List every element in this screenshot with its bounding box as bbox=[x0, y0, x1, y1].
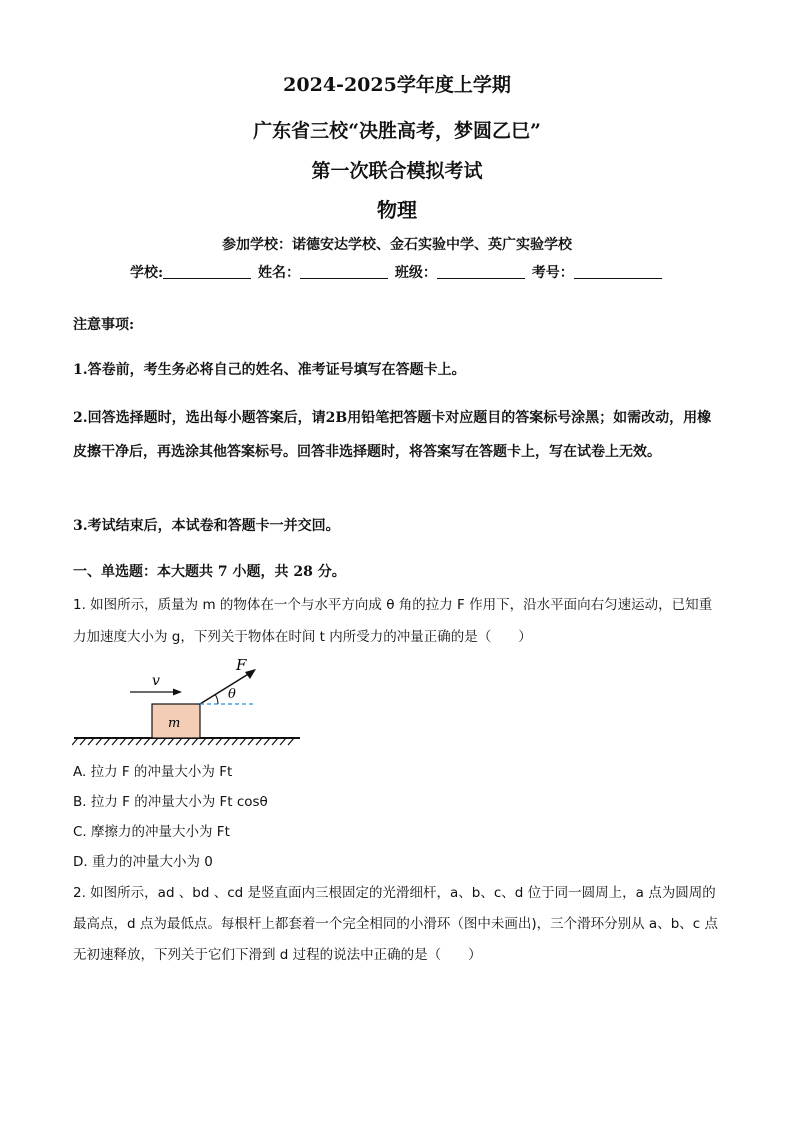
velocity-label: v bbox=[152, 673, 160, 689]
participating-schools: 参加学校：诺德安达学校、金石实验中学、英广实验学校 bbox=[222, 237, 572, 253]
hatch-mark bbox=[264, 738, 270, 745]
hatch-mark bbox=[256, 738, 262, 745]
hatch-mark bbox=[104, 738, 110, 745]
section-heading: 一、单选题：本大题共 7 小题，共 28 分。 bbox=[73, 564, 346, 580]
hatch-mark bbox=[224, 738, 230, 745]
question-1-option-d: D. 重力的冲量大小为 0 bbox=[73, 854, 213, 870]
exam-year-title: 2024-2025学年度上学期 bbox=[283, 74, 511, 96]
hatch-mark bbox=[112, 738, 118, 745]
hatch-mark bbox=[168, 738, 174, 745]
note-item-1: 1.答卷前，考生务必将自己的姓名、准考证号填写在答题卡上。 bbox=[73, 362, 466, 378]
student-info-fields bbox=[130, 262, 664, 282]
hatch-mark bbox=[152, 738, 158, 745]
mass-label: m bbox=[168, 716, 181, 731]
velocity-arrowhead bbox=[173, 689, 182, 696]
name-blank[interactable] bbox=[300, 264, 388, 279]
force-arrowhead bbox=[245, 669, 256, 679]
hatch-mark bbox=[136, 738, 142, 745]
hatch-mark bbox=[272, 738, 278, 745]
hatch-mark bbox=[88, 738, 94, 745]
school-blank[interactable] bbox=[163, 264, 251, 279]
hatch-mark bbox=[176, 738, 182, 745]
theta-label: θ bbox=[228, 687, 236, 702]
question-1-option-c: C. 摩擦力的冲量大小为 Ft bbox=[73, 824, 230, 840]
class-blank[interactable] bbox=[437, 264, 525, 279]
hatch-mark bbox=[280, 738, 286, 745]
hatch-mark bbox=[184, 738, 190, 745]
hatch-mark bbox=[80, 738, 86, 745]
exam-name-title: 第一次联合模拟考试 bbox=[311, 160, 483, 182]
exam-number-label: 考号： bbox=[531, 265, 574, 281]
hatch-mark bbox=[200, 738, 206, 745]
hatch-mark bbox=[120, 738, 126, 745]
hatch-mark bbox=[216, 738, 222, 745]
hatch-mark bbox=[248, 738, 254, 745]
hatch-mark bbox=[160, 738, 166, 745]
hatch-mark bbox=[192, 738, 198, 745]
question-2-stem: 2. 如图所示，ad 、bd 、cd 是竖直面内三根固定的光滑细杆，a、b、c、d 位于同一圆周上，a 点为圆周的最高点，d 点为最低点。每根杆上都套着一个完全相同的小滑环（图中未画出)，三个滑环分别从 a、b、c 点无初速释放，下列关于它们下滑到 d 过程的说法中正确的是（ ） bbox=[73, 885, 718, 963]
hatch-mark bbox=[208, 738, 214, 745]
question-1-stem: 1. 如图所示，质量为 m 的物体在一个与水平方向成 θ 角的拉力 F 作用下，沿水平面向右匀速运动，已知重力加速度大小为 g，下列关于物体在时间 t 内所受力的冲量正确的是（ ） bbox=[73, 597, 713, 645]
name-label: 姓名： bbox=[258, 265, 301, 281]
hatch-mark bbox=[72, 738, 78, 745]
hatch-mark bbox=[128, 738, 134, 745]
ground-hatching bbox=[72, 738, 294, 745]
hatch-mark bbox=[240, 738, 246, 745]
hatch-mark bbox=[232, 738, 238, 745]
note-item-3: 3.考试结束后，本试卷和答题卡一并交回。 bbox=[73, 518, 340, 534]
angle-arc bbox=[215, 695, 218, 704]
question-1-option-b: B. 拉力 F 的冲量大小为 Ft cosθ bbox=[73, 794, 268, 810]
class-label: 班级： bbox=[394, 265, 437, 281]
exam-alliance-title: 广东省三校“决胜高考，梦圆乙巳” bbox=[253, 120, 541, 142]
school-label: 学校: bbox=[130, 265, 164, 281]
hatch-mark bbox=[288, 738, 294, 745]
question-1-figure bbox=[72, 655, 304, 750]
notes-title: 注意事项: bbox=[73, 317, 135, 333]
exam-number-blank[interactable] bbox=[574, 264, 662, 279]
hatch-mark bbox=[96, 738, 102, 745]
force-arrow bbox=[200, 673, 250, 704]
question-1-option-a: A. 拉力 F 的冲量大小为 Ft bbox=[73, 764, 233, 780]
note-item-2: 2.回答选择题时，选出每小题答案后，请2B用铅笔把答题卡对应题目的答案标号涂黑；如需改动，用橡皮擦干净后，再选涂其他答案标号。回答非选择题时，将答案写在答题卡上，写在试卷上无效。 bbox=[73, 410, 712, 460]
hatch-mark bbox=[144, 738, 150, 745]
subject-title: 物理 bbox=[377, 198, 417, 222]
force-label: F bbox=[236, 656, 247, 674]
